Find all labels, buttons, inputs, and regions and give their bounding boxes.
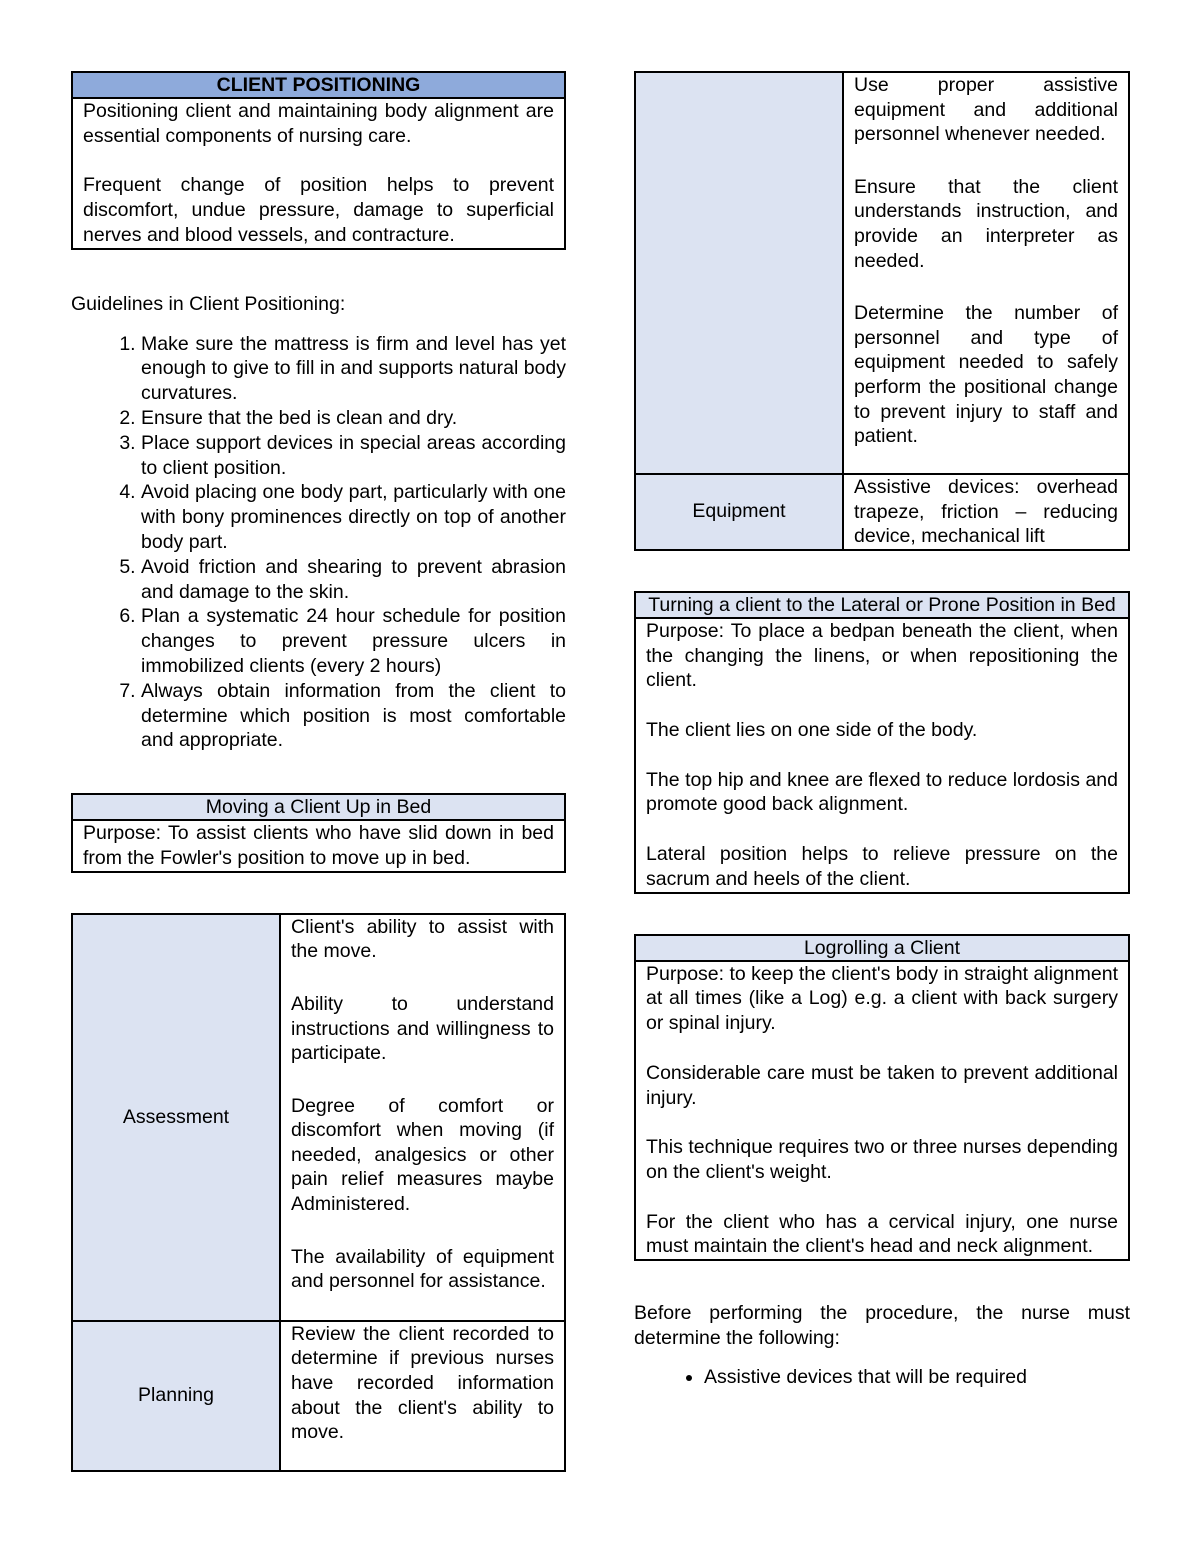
guideline-item: 5. Avoid friction and shearing to prevent abrasion and damage to the skin. — [141, 555, 566, 605]
guidelines-list — [71, 332, 566, 754]
planning-content — [280, 1321, 565, 1471]
client-positioning-paragraph: Frequent change of position helps to prevent discomfort, undue pressure, damage to superficial nerves and blood vessels, and contracture. — [83, 174, 554, 246]
planning-continued-label — [635, 72, 843, 474]
planning-item: Determine the number of personnel and type of equipment needed to safely perform the positional change to prevent injury to staff and patient. — [854, 302, 1118, 448]
planning-continued-content — [843, 72, 1129, 474]
planning-item: Use proper assistive equipment and additional personnel whenever needed. — [854, 74, 1118, 146]
planning-continued-table — [634, 71, 1130, 551]
assessment-label: Assessment — [72, 914, 280, 1321]
logrolling-paragraph: Purpose: to keep the client's body in straight alignment at all times (like a Log) e.g. a client with back surgery or spinal injury. — [646, 962, 1118, 1035]
client-positioning-header: CLIENT POSITIONING — [73, 73, 564, 99]
table-row — [72, 914, 565, 1321]
assessment-planning-table — [71, 913, 566, 1472]
equipment-content — [843, 474, 1129, 550]
planning-item: Review the client recorded to determine if previous nurses have recorded information about the client's ability to move. — [291, 1322, 554, 1444]
guideline-item: 2. Ensure that the bed is clean and dry. — [141, 406, 566, 431]
lateral-box — [634, 591, 1130, 894]
logrolling-header: Logrolling a Client — [636, 936, 1128, 962]
left-column — [71, 71, 566, 1472]
lateral-paragraph: Purpose: To place a bedpan beneath the client, when the changing the linens, or when repositioning the client. — [646, 619, 1118, 692]
client-positioning-box — [71, 71, 566, 250]
moving-up-box — [71, 793, 566, 873]
table-row — [72, 1321, 565, 1471]
right-column — [634, 71, 1130, 1390]
assessment-content — [280, 914, 565, 1321]
logrolling-paragraph: For the client who has a cervical injury, one nurse must maintain the client's head and neck alignment. — [646, 1210, 1118, 1258]
guideline-item: 4. Avoid placing one body part, particularly with one with bony prominences directly on top of another body part. — [141, 480, 566, 554]
equipment-text: Assistive devices: overhead trapeze, friction – reducing device, mechanical lift — [854, 476, 1118, 548]
lateral-paragraph: The client lies on one side of the body. — [646, 718, 978, 741]
planning-item: Ensure that the client understands instruction, and provide an interpreter as needed. — [854, 175, 1118, 272]
assessment-item: Degree of comfort or discomfort when moving (if needed, analgesics or other pain relief measures maybe Administered. — [291, 1094, 554, 1216]
moving-up-header: Moving a Client Up in Bed — [73, 795, 564, 821]
guidelines-title: Guidelines in Client Positioning: — [71, 292, 346, 315]
assessment-item: Ability to understand instructions and willingness to participate. — [291, 992, 554, 1065]
logrolling-paragraph: This technique requires two or three nurses depending on the client's weight. — [646, 1136, 1118, 1183]
lateral-paragraph: The top hip and knee are flexed to reduce lordosis and promote good back alignment. — [646, 768, 1118, 816]
assessment-item: The availability of equipment and personnel for assistance. — [291, 1245, 554, 1293]
table-row — [635, 72, 1129, 474]
guideline-item: 1. Make sure the mattress is firm and level has yet enough to give to fill in and supports natural body curvatures. — [141, 332, 566, 406]
guideline-item: 6. Plan a systematic 24 hour schedule for position changes to prevent pressure ulcers in immobilized clients (every 2 hours) — [141, 604, 566, 678]
table-row — [635, 474, 1129, 550]
assessment-item: Client's ability to assist with the move. — [291, 915, 554, 963]
client-positioning-body — [73, 99, 564, 248]
lateral-body — [636, 619, 1128, 892]
equipment-label: Equipment — [635, 474, 843, 550]
moving-up-purpose: Purpose: To assist clients who have slid down in bed from the Fowler's position to move up in bed. — [83, 822, 554, 869]
logrolling-paragraph: Considerable care must be taken to prevent additional injury. — [646, 1061, 1118, 1109]
guideline-item: 3. Place support devices in special areas according to client position. — [141, 431, 566, 481]
lateral-header: Turning a client to the Lateral or Prone Position in Bed — [636, 593, 1128, 619]
guideline-item: 7. Always obtain information from the client to determine which position is most comfortable and appropriate. — [141, 679, 566, 753]
before-procedure-text: Before performing the procedure, the nurse must determine the following: — [634, 1302, 1130, 1349]
client-positioning-paragraph: Positioning client and maintaining body alignment are essential components of nursing care. — [83, 100, 554, 147]
planning-label: Planning — [72, 1321, 280, 1471]
before-procedure-list — [634, 1365, 1130, 1390]
logrolling-box — [634, 934, 1130, 1262]
bullet-item: • Assistive devices that will be required — [704, 1365, 1130, 1390]
lateral-paragraph: Lateral position helps to relieve pressure on the sacrum and heels of the client. — [646, 842, 1118, 890]
logrolling-body — [636, 962, 1128, 1260]
